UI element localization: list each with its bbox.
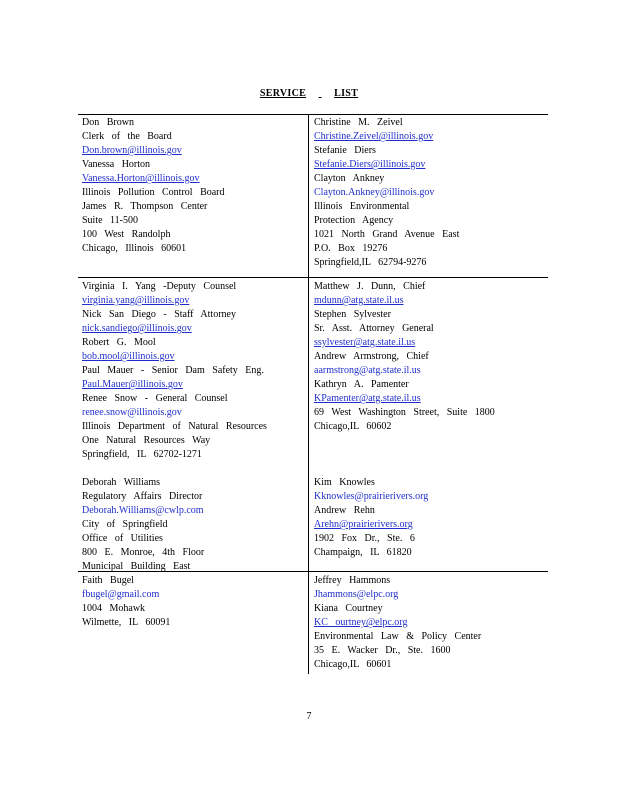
email-link[interactable]: Vanessa.Horton@illinois.gov [82,173,200,184]
contact-line: Chicago,IL 60601 [314,659,392,670]
contact-line: Robert G. Mool [82,337,156,348]
contact-line: Office of Utilities [82,533,163,544]
contact-line: Springfield, IL 62702-1271 [82,449,202,460]
contact-line: Sr. Asst. Attorney General [314,323,434,334]
email-link[interactable]: Paul.Mauer@illinois.gov [82,379,183,390]
email-link[interactable]: Don.brown@illinois.gov [82,145,182,156]
title-gap [306,88,334,99]
contact-line: 35 E. Wacker Dr., Ste. 1600 [314,645,451,656]
contact-line: City of Springfield [82,519,168,530]
contact-line: Illinois Department of Natural Resources [82,421,267,432]
contact-line: 1021 North Grand Avenue East [314,229,460,240]
email-link[interactable]: renee.snow@illinois.gov [82,407,182,418]
contact-line: Chicago, Illinois 60601 [82,243,187,254]
email-link[interactable]: Kknowles@prairierivers.org [314,491,429,502]
email-link[interactable]: mdunn@atg.state.il.us [314,295,404,306]
email-link[interactable]: virginia.yang@illinois.gov [82,295,190,306]
contact-line: Faith Bugel [82,575,134,586]
contact-line [314,462,495,476]
email-link[interactable]: KC ourtney@elpc.org [314,617,408,628]
email-link[interactable]: bob.mool@illinois.gov [82,351,175,362]
email-link[interactable]: ssylvester@atg.state.il.us [314,337,416,348]
contact-line [314,448,495,462]
contact-line: Paul Mauer - Senior Dam Safety Eng. [82,365,264,376]
cell-row1-left [82,116,225,256]
contact-line: Stephen Sylvester [314,309,391,320]
contact-line: Municipal Building East [82,561,191,572]
contact-line: Virginia I. Yang -Deputy Counsel [82,281,237,292]
page-title [0,88,618,99]
cell-row2-right [314,280,495,560]
contact-line: 1902 Fox Dr., Ste. 6 [314,533,415,544]
title-word-service: SERVICE [259,88,307,99]
email-link[interactable]: aarmstrong@atg.state.il.us [314,365,421,376]
cell-row3-right [314,574,481,672]
contact-line: Illinois Pollution Control Board [82,187,225,198]
contact-line [82,462,267,476]
contact-line: Andrew Armstrong, Chief [314,351,429,362]
row-divider-1 [78,277,548,278]
contact-line: Environmental Law & Policy Center [314,631,482,642]
cell-row1-right [314,116,459,270]
email-link[interactable]: Arehn@prairierivers.org [314,519,413,530]
email-link[interactable]: Deborah.Williams@cwlp.com [82,505,204,516]
contact-line: Don Brown [82,117,134,128]
contact-line: Christine M. Zeivel [314,117,403,128]
contact-line: Stefanie Diers [314,145,376,156]
contact-line: Kim Knowles [314,477,375,488]
cell-row3-left [82,574,170,630]
contact-line: Champaign, IL 61820 [314,547,412,558]
contact-line: James R. Thompson Center [82,201,208,212]
email-link[interactable]: Clayton.Ankney@illinois.gov [314,187,435,198]
email-link[interactable]: nick.sandiego@illinois.gov [82,323,192,334]
contact-line: Suite 11-500 [82,215,139,226]
contact-line: Kiana Courtney [314,603,383,614]
contact-line: Illinois Environmental [314,201,410,212]
email-link[interactable]: Jhammons@elpc.org [314,589,399,600]
contact-line: Clerk of the Board [82,131,172,142]
contact-line: Renee Snow - General Counsel [82,393,228,404]
contact-line: P.O. Box 19276 [314,243,388,254]
contact-line: 69 West Washington Street, Suite 1800 [314,407,495,418]
contact-line [314,434,495,448]
contact-line: Kathryn A. Pamenter [314,379,409,390]
column-divider [308,114,309,674]
email-link[interactable]: Christine.Zeivel@illinois.gov [314,131,434,142]
contact-line: Protection Agency [314,215,394,226]
contact-line: Deborah Williams [82,477,161,488]
cell-row2-left [82,280,267,574]
contact-line: One Natural Resources Way [82,435,211,446]
contact-line: Andrew Rehn [314,505,375,516]
contact-line: Wilmette, IL 60091 [82,617,171,628]
contact-line: Springfield,IL 62794-9276 [314,257,427,268]
table-top-border [78,114,548,115]
contact-line: Clayton Ankney [314,173,385,184]
contact-line: 100 West Randolph [82,229,171,240]
contact-line: Regulatory Affairs Director [82,491,203,502]
contact-line: Nick San Diego - Staff Attorney [82,309,236,320]
title-word-list: LIST [334,88,359,99]
email-link[interactable]: KPamenter@atg.state.il.us [314,393,421,404]
page-number: 7 [306,711,312,722]
contact-line: 1004 Mohawk [82,603,146,614]
contact-line: Chicago,IL 60602 [314,421,392,432]
email-link[interactable]: fbugel@gmail.com [82,589,160,600]
email-link[interactable]: Stefanie.Diers@illinois.gov [314,159,426,170]
contact-line: Vanessa Horton [82,159,151,170]
contact-line: Matthew J. Dunn, Chief [314,281,426,292]
contact-line: 800 E. Monroe, 4th Floor [82,547,205,558]
contact-line: Jeffrey Hammons [314,575,391,586]
